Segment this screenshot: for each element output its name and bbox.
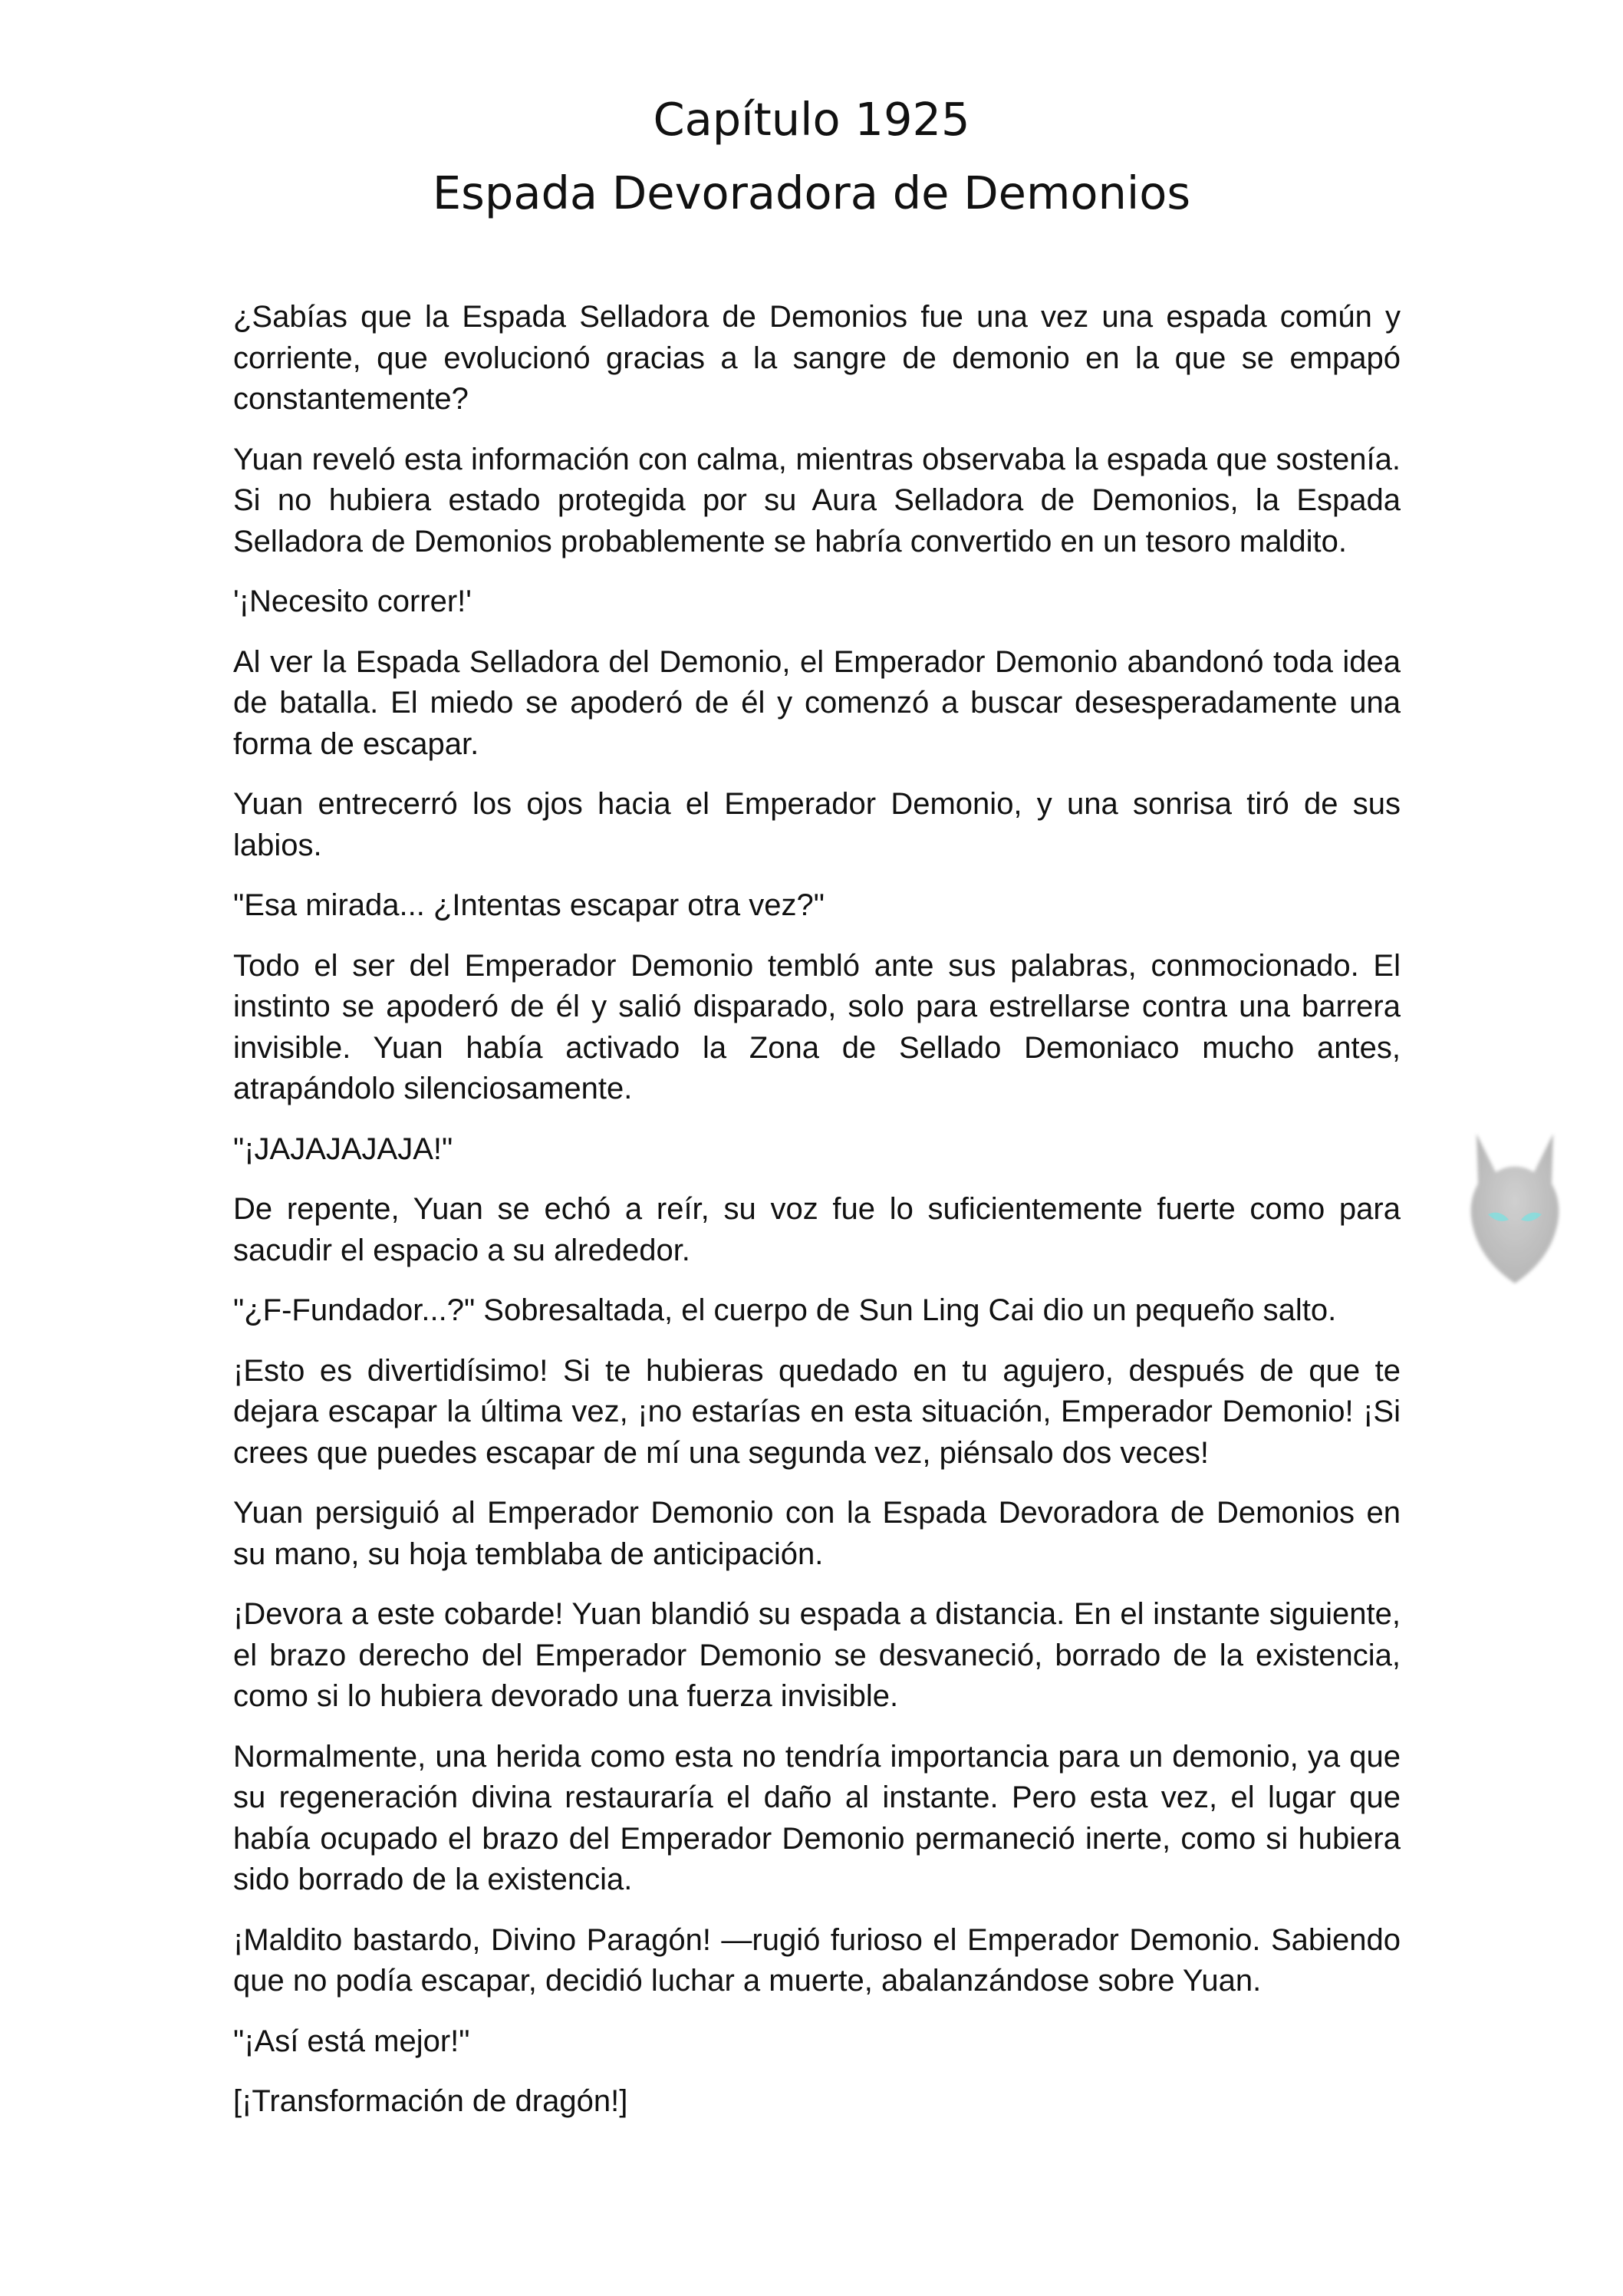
chapter-heading <box>0 83 1623 230</box>
paragraph: "Esa mirada... ¿Intentas escapar otra vez?" <box>233 888 825 922</box>
paragraph: [¡Transformación de dragón!] <box>233 2084 628 2118</box>
chapter-title: Espada Devoradora de Demonios <box>432 166 1191 219</box>
paragraph: "¡Así está mejor!" <box>233 2024 470 2058</box>
demon-head-icon <box>1461 1126 1569 1295</box>
paragraph: "¡JAJAJAJAJA!" <box>233 1132 453 1166</box>
paragraph: '¡Necesito correr!' <box>233 585 472 618</box>
paragraph: Yuan reveló esta información con calma, mientras observaba la espada que sostenía. Si no hubiera estado protegida por su Aura Selladora de Demonios, la Espada Selladora de Demonios probablemente se habría convertido en un tesoro maldito. <box>233 442 1401 558</box>
paragraph: ¡Esto es divertidísimo! Si te hubieras quedado en tu agujero, después de que te dejara escapar la última vez, ¡no estarías en esta situación, Emperador Demonio! ¡Si crees que puedes escapar de mí una segunda vez, piénsalo dos veces! <box>233 1353 1401 1470</box>
chapter-body <box>233 297 1401 2142</box>
paragraph: ¡Maldito bastardo, Divino Paragón! —rugió furioso el Emperador Demonio. Sabiendo que no podía escapar, decidió luchar a muerte, abalanzándose sobre Yuan. <box>233 1922 1401 1998</box>
paragraph: Yuan entrecerró los ojos hacia el Emperador Demonio, y una sonrisa tiró de sus labios. <box>233 787 1401 862</box>
paragraph: Normalmente, una herida como esta no tendría importancia para un demonio, ya que su regeneración divina restauraría el daño al instante. Pero esta vez, el lugar que había ocupado el brazo del Emperador Demonio permaneció inerte, como si hubiera sido borrado de la existencia. <box>233 1739 1401 1896</box>
paragraph: "¿F-Fundador...?" Sobresaltada, el cuerpo de Sun Ling Cai dio un pequeño salto. <box>233 1293 1337 1327</box>
paragraph: Todo el ser del Emperador Demonio tembló ante sus palabras, conmocionado. El instinto se apoderó de él y salió disparado, solo para estrellarse contra una barrera invisible. Yuan había activado la Zona de Sellado Demoniaco mucho antes, atrapándolo silenciosamente. <box>233 948 1401 1105</box>
chapter-number: Capítulo 1925 <box>653 93 970 146</box>
paragraph: ¿Sabías que la Espada Selladora de Demonios fue una vez una espada común y corriente, que evolucionó gracias a la sangre de demonio en la que se empapó constantemente? <box>233 300 1401 416</box>
paragraph: Al ver la Espada Selladora del Demonio, el Emperador Demonio abandonó toda idea de batalla. El miedo se apoderó de él y comenzó a buscar desesperadamente una forma de escapar. <box>233 644 1401 761</box>
paragraph: De repente, Yuan se echó a reír, su voz fue lo suficientemente fuerte como para sacudir el espacio a su alrededor. <box>233 1192 1401 1267</box>
paragraph: ¡Devora a este cobarde! Yuan blandió su espada a distancia. En el instante siguiente, el brazo derecho del Emperador Demonio se desvaneció, borrado de la existencia, como si lo hubiera devorado una fuerza invisible. <box>233 1597 1401 1713</box>
paragraph: Yuan persiguió al Emperador Demonio con la Espada Devoradora de Demonios en su mano, su hoja temblaba de anticipación. <box>233 1496 1401 1571</box>
